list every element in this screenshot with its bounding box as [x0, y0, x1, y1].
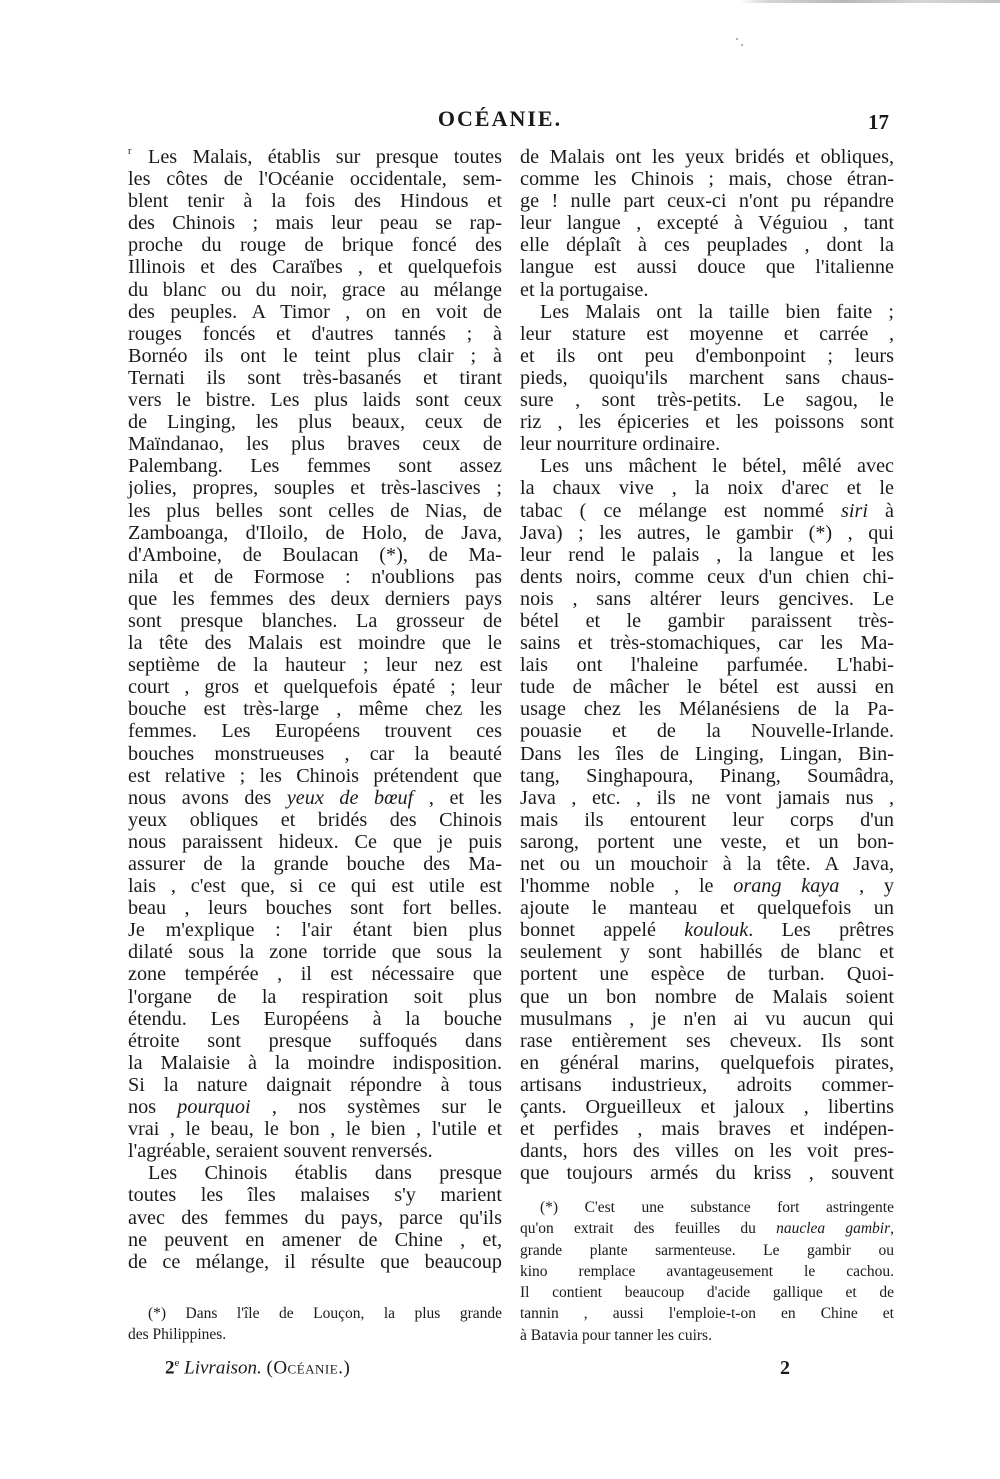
text-line: Java) ; les autres, le gambir (*) , qui [520, 521, 894, 544]
text-line: nois , sans altérer leurs gencives. Le [520, 587, 894, 610]
text-line: tude de mâcher le bétel est aussi en [520, 676, 894, 699]
text-line: ajoute le manteau et quelquefois un [520, 897, 894, 920]
scan-edge-artifact [740, 0, 1000, 3]
paragraph [128, 1162, 502, 1272]
text-line: Java , etc. , ils ne vont jamais nus , [520, 786, 894, 809]
text-line: riz , les épiceries et les poissons sont [520, 411, 894, 434]
text-line: usage chez les Mélanésiens de la Pa- [520, 698, 894, 721]
signature-number: 2 [165, 1357, 175, 1379]
sheet-number: 2 [780, 1357, 790, 1379]
text-line: Je m'explique : l'air étant bien plus [128, 919, 502, 942]
text-line: leur rend le palais , la langue et les [520, 543, 894, 566]
text-line: Bornéo ils ont le teint plus clair ; à [128, 344, 502, 367]
text-line: leur nourriture ordinaire. [520, 433, 721, 456]
footnote-line: des Philippines. [128, 1326, 227, 1344]
text-line: blent tenir à la fois des Hindous et [128, 190, 502, 213]
text-line: de Linging, les plus beaux, ceux de [128, 411, 502, 434]
text-line: que un bon nombre de Malais soient [520, 985, 894, 1008]
text-line: yeux obliques et bridés des Chinois [128, 808, 502, 831]
text-line: assurer de la grande bouche des Ma- [128, 853, 502, 875]
text-line: étendu. Les Européens à la bouche [128, 1007, 502, 1030]
text-line: tang, Singhapoura, Pinang, Soumâdra, [520, 764, 894, 787]
text-line: langue est aussi douce que l'italienne [520, 256, 894, 279]
text-line: bonnet appelé koulouk. Les prêtres [520, 919, 894, 942]
text-line: l'homme noble , le orang kaya , y [520, 875, 894, 898]
paragraph [128, 146, 502, 1162]
scan-speck [741, 44, 743, 46]
text-line: mais ils entourent leur corps d'un [520, 808, 894, 831]
text-line: Maïndanao, les plus braves ceux de [128, 433, 502, 456]
text-line: musulmans , je n'en ai vu aucun qui [520, 1007, 894, 1030]
text-line: artisans industrieux, adroits commer- [520, 1073, 894, 1096]
marginal-mark: r [128, 146, 132, 157]
scan-speck [736, 38, 738, 40]
paragraph [520, 146, 894, 301]
footnote-line: (*) C'est une substance fort astringente [540, 1199, 894, 1216]
text-line: les côtes de l'Océanie occidentale, sem- [128, 168, 502, 191]
text-line: de ce mélange, il résulte que beaucoup [128, 1250, 502, 1273]
footnote-line: Il contient beaucoup d'acide gallique et de [520, 1284, 894, 1302]
text-line: dents noirs, comme ceux d'un chien chi- [520, 565, 894, 588]
text-line: femmes. Les Européens trouvent ces [128, 720, 502, 743]
text-line: proche du rouge de brique foncé des [128, 234, 502, 257]
text-line: pieds, quoiqu'ils marchent sans chaus- [520, 366, 894, 389]
text-line: les plus belles sont celles de Nias, de [128, 499, 502, 522]
text-line: Les Malais, établis sur presque toutes [148, 146, 502, 168]
text-line: net ou un mouchoir à la tête. A Java, [520, 853, 894, 875]
text-line: étroite sont presque suffoqués dans [128, 1029, 502, 1052]
text-line: sont presque blanches. La grosseur de [128, 609, 502, 632]
text-line: Si la nature daignait répondre à tous [128, 1073, 502, 1096]
text-line: septième de la hauteur ; leur nez est [128, 654, 502, 677]
text-line: leur langue , excepté à Véguiou , tant [520, 212, 894, 235]
text-line: Zamboanga, d'Iloilo, de Holo, de Java, [128, 521, 502, 544]
signature-line [165, 1357, 350, 1379]
text-line: lais ont l'haleine parfumée. L'habi- [520, 654, 894, 677]
text-line: portent une espèce de turban. Quoi- [520, 963, 894, 986]
text-line: des Chinois ; mais leur peau se rap- [128, 212, 502, 235]
text-line: comme les Chinois ; mais, chose étran- [520, 168, 894, 191]
footnote-line: tannin , aussi l'emploie-t-on en Chine et [520, 1305, 894, 1323]
text-line: l'organe de la respiration soit plus [128, 985, 502, 1008]
text-line: sains et très-stomachiques, car les Ma- [520, 632, 894, 655]
text-line: la Malaisie à la moindre indisposition. [128, 1051, 502, 1074]
page-number: 17 [868, 110, 889, 134]
text-line: rase entièrement ses cheveux. Ils sont [520, 1029, 894, 1052]
text-line: nous paraissent hideux. Ce que je puis [128, 830, 502, 853]
text-line: Palembang. Les femmes sont assez [128, 455, 502, 478]
text-line: Les Chinois établis dans presque [148, 1162, 502, 1185]
text-line: que toujours armés du kriss , souvent [520, 1162, 894, 1185]
text-line: vers le bistre. Les plus laids sont ceux [128, 389, 502, 412]
paragraph [520, 455, 894, 1184]
text-line: que les femmes des deux derniers pays [128, 587, 502, 610]
text-line: et perfides , mais braves et indépen- [520, 1118, 894, 1141]
text-line: Illinois et des Caraïbes , et quelquefois [128, 256, 502, 279]
text-line: bouche est très-large , même chez les [128, 698, 502, 721]
text-line: la tête des Malais est moindre que le [128, 632, 502, 655]
text-line: çants. Orgueilleux et jaloux , libertins [520, 1096, 894, 1119]
text-line: leur stature est moyenne et carrée , [520, 322, 894, 345]
text-line: ne peuvent en amener de Chine , et, [128, 1228, 502, 1251]
text-line: et la portugaise. [520, 278, 649, 301]
text-line: l'agréable, seraient souvent renversés. [128, 1140, 433, 1163]
text-line: Les Malais ont la taille bien faite ; [540, 300, 894, 323]
text-line: Dans les îles de Linging, Lingan, Bin- [520, 742, 894, 765]
text-line: seulement y sont habillés de blanc et [520, 941, 894, 964]
text-line: sarong, portent une veste, et un bon- [520, 830, 894, 853]
paragraph [520, 301, 894, 456]
left-footnote [128, 1303, 502, 1346]
footnote-line: à Batavia pour tanner les cuirs. [520, 1326, 712, 1344]
text-line: nila et de Formose : n'oublions pas [128, 565, 502, 588]
footnote-line: qu'on extrait des feuilles du nauclea gambir, [520, 1220, 894, 1238]
text-line: des peuples. A Timor , on en voit de [128, 300, 502, 323]
text-line: Ternati ils sont très-basanés et tirant [128, 366, 502, 389]
text-line: elle déplaît à ces peuplades , dont la [520, 234, 894, 257]
footnote-line: kino remplace avantageusement le cachou. [520, 1262, 894, 1280]
text-line: de Malais ont les yeux bridés et obliques, [520, 146, 894, 168]
footnote-line: (*) Dans l'île de Louçon, la plus grande [148, 1305, 502, 1322]
text-line: est relative ; les Chinois prétendent que [128, 764, 502, 787]
right-column [520, 146, 894, 1184]
text-line: beau , leurs bouches sont fort belles. [128, 897, 502, 920]
footnote-line: grande plante sarmenteuse. Le gambir ou [520, 1241, 894, 1259]
text-line: ge ! nulle part ceux-ci n'ont pu répandre [520, 190, 894, 213]
text-line: dants, hors des villes on les voit pres- [520, 1140, 894, 1163]
text-line: nous avons des yeux de bœuf , et les [128, 786, 502, 809]
text-line: la chaux vive , la noix d'arec et le [520, 477, 894, 500]
text-line: tabac ( ce mélange est nommé siri à [520, 499, 894, 522]
text-line: rouges foncés et d'autres tannés ; à [128, 322, 502, 345]
text-line: dilaté sous la zone torride que sous la [128, 941, 502, 964]
signature-word: Livraison. [184, 1357, 262, 1379]
text-line: jolies, propres, souples et très-lascives ; [128, 477, 502, 500]
text-line: bétel et le gambir paraissent très- [520, 609, 894, 632]
left-column [128, 146, 502, 1273]
right-footnote [520, 1197, 894, 1346]
text-line: lais , c'est que, si ce qui est utile est [128, 875, 502, 898]
text-line: zone tempérée , il est nécessaire que [128, 963, 502, 986]
text-line: avec des femmes du pays, parce qu'ils [128, 1206, 502, 1229]
text-line: court , gros et quelquefois épaté ; leur [128, 676, 502, 699]
signature-title: (Océanie.) [266, 1357, 351, 1379]
text-line: et ils ont peu d'embonpoint ; leurs [520, 344, 894, 367]
text-line: bouches monstrueuses , car la beauté [128, 742, 502, 765]
text-line: Les uns mâchent le bétel, mêlé avec [540, 455, 894, 478]
text-line: sure , sont très-petits. Le sagou, le [520, 389, 894, 412]
text-line: nos pourquoi , nos systèmes sur le [128, 1096, 503, 1119]
signature-superscript: e [174, 1357, 180, 1369]
text-line: du blanc ou du noir, grace au mélange [128, 278, 502, 301]
text-line: toutes les îles malaises s'y marient [128, 1184, 502, 1207]
text-line: d'Amboine, de Boulacan (*), de Ma- [128, 543, 502, 566]
text-line: vrai , le beau, le bon , le bien , l'utile et [128, 1118, 502, 1141]
text-line: en général marins, quelquefois pirates, [520, 1051, 894, 1074]
running-head: OCÉANIE. [437, 106, 563, 131]
text-line: pouasie et de la Nouvelle-Irlande. [520, 720, 894, 743]
